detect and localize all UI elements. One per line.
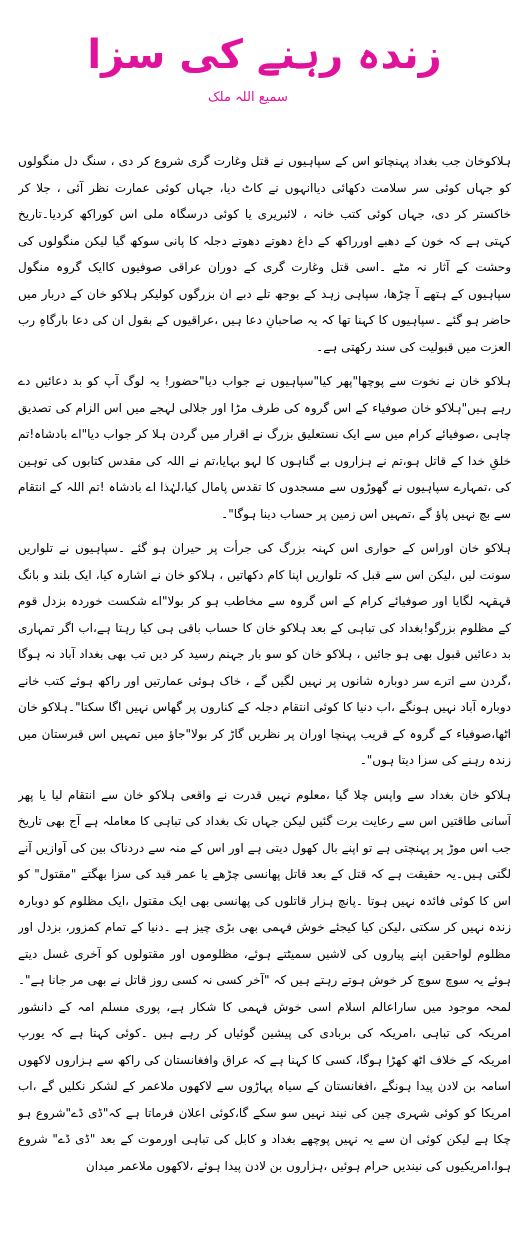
paragraph: ہلاکو خان اوراس کے حواری اس کہنہ بزرگ کی جرأت پر حیران ہو گئے ۔سپاہیوں نے تلواریں سونت لیں ،لیکن اس سے قبل کہ تلواریں اپنا کام دکھاتیں ، ہلاکو خان نے اشارہ کیا، ایک بلند و بانگ قہقہہ لگایا اور صوفیائے کرام کے اس گروہ سے مخاطب ہو کر بولا"اے شکست خوردہ بزدل قوم کے مظلوم بزرگو!بغداد کی تباہی کے بعد ہلاکو خان کا حساب باقی ہی کیا رہتا ہے،اب اگر تمہاری بد دعائیں قبول بھی ہو جائیں ، ہلاکو خان کو سو بار جہنم رسید کر دیں تب بھی بغداد آباد نہ ہوگا ،گردن سے اترے سر دوبارہ شانوں پر نہیں لگیں گے ، خاک ہوئی عمارتیں اور راکھ ہوئے کتب خانے دوبارہ آباد نہیں ہونگے ،اب دنیا کا کوئی انتقام دجلہ کے کناروں پر گھاس نہیں اگا سکتا"۔ہلاکو خان اٹھا،صوفیاء کے گروہ کے قریب پہنچا اوران پر نظریں گاڑ کر بولا"جاؤ میں تمہیں اس قبرستان میں زندہ رہنے کی سزا دیتا ہوں"۔ xyxy=(18,541,511,767)
paragraph: ہلاکو خان نے نخوت سے پوچھا"پھر کیا"سپاہیوں نے جواب دیا"حضور! یہ لوگ آپ کو بد دعائیں دے رہے ہیں"ہلاکو خان صوفیاء کے اس گروہ کی طرف مڑا اور جلالی لہجے میں اس الزام کی تصدیق چاہی ،صوفیائے کرام میں سے ایک نستعلیق بزرگ نے اقرار میں گردن ہلا کر جواب دیا"اے بادشاہ!تم خلقِ خدا کے قاتل ہو،تم نے ہزاروں بے گناہوں کا لہو بہایا،تم نے اللہ کی مقدس کتابوں کی توہین کی ،تمہارے سپاہیوں نے گھوڑوں سے مسجدوں کا تقدس پامال کیا،لہٰذا اے بادشاہ !تم اللہ کے انتقام سے بچ نہیں پاؤ گے ،تمہیں اس زمین پر حساب دینا ہوگا"۔ xyxy=(18,374,511,521)
article-body xyxy=(18,148,511,1252)
article-title: زندہ رہنے کی سزا xyxy=(87,32,442,78)
paragraph: ہلاکو خان بغداد سے واپس چلا گیا ،معلوم نہیں قدرت نے واقعی ہلاکو خان سے انتقام لیا یا پھر آسانی طاقتیں اس سے رعایت برت گئیں لیکن جہاں تک بغداد کی تباہی کا معاملہ ہے آج بھی تاریخ جب اس موڑ پر پہنچتی ہے تو اپنے بال کھول دیتی ہے اور اس کے منہ سے دردناک بین کی آوازیں آنے لگتی ہیں۔یہ حقیقت ہے کہ قتل کے بعد قاتل پھانسی چڑھے یا عمر قید کی سزا بھگتے "مقتول" کو اس کا کوئی فائدہ نہیں ہوتا ۔پانچ ہزار قاتلوں کی پھانسی بھی ایک مقتول ،ایک مظلوم کو دوبارہ زندہ نہیں کر سکتی ،لیکن کیا کیجئے خوش فہمی بھی بڑی چیز ہے ۔دنیا کے تمام کمزور، بزدل اور مظلوم لواحقین اپنے پیاروں کی لاشیں سمیٹتے ہوئے، مظلوموں اور مقتولوں کو آخری غسل دیتے ہوئے یہ سوچ سوچ کر خوش ہوتے رہتے ہیں کہ "آخر کسی نہ کسی روز قاتل نے بھی مر جانا ہے"۔لمحہ موجود میں ساراعالم اسلام اسی خوش فہمی کا شکار ہے، پوری مسلم امہ کے دانشور امریکہ کی تباہی ،امریکہ کی بربادی کی پیشین گوئیاں کر رہے ہیں ۔کوئی کہتا ہے کہ یورپ امریکہ کے خلاف اٹھ کھڑا ہوگا، کسی کا کہنا ہے کہ عراق وافغانستان کی راکھ سے ہزاروں لاکھوں اسامہ بن لادن پیدا ہونگے ،افغانستان کے سیاہ پہاڑوں سے لاکھوں ملاعمر کے لشکر نکلیں گے ،اب امریکا کو کوئی شہری چین کی نیند نہیں سو سکے گا،کوئی اعلان فرماتا ہے کہ"ڈی ڈے"شروع ہو چکا ہے لیکن کوئی ان سے یہ نہیں پوچھے بغداد و کابل کی تباہی اورموت کے بعد "ڈی ڈے" شروع ہوا،امریکیوں کی نیندیں حرام ہوئیں ،ہزاروں بن لادن پیدا ہوئے ،لاکھوں ملاعمر میدان xyxy=(18,787,511,1173)
author-name: سمیع اللہ ملک xyxy=(208,90,288,105)
paragraph: ہلاکوخان جب بغداد پہنچاتو اس کے سپاہیوں نے قتل وغارت گری شروع کر دی ، سنگ دل منگولوں کو جہاں کوئی سر سلامت دکھائی دیاانہوں نے کاٹ دیا، جہاں کوئی عمارت نظر آئی ، جلا کر خاکستر کر دی، جہاں کوئی کتب خانہ ، لائبریری یا کوئی درسگاہ ملی اس کوراکھ کردیا۔تاریخ کہتی ہے کہ خون کے دھبے اورراکھ کے داغ دھوتے دھوتے دجلہ کا پانی سوکھ گیا لیکن منگولوں کی وحشت کے آثار نہ مٹے ۔اسی قتل وغارت گری کے دوران عراقی صوفیوں کاایک گروہ منگول سپاہیوں کے ہتھے آ چڑھا، سپاہی زہد کے بوجھ تلے دبے ان بزرگوں کولیکر ہلاکو خان کے دربار میں حاضر ہو گئے ۔سپاہیوں کا کہنا تھا کہ یہ صاحبانِ دعا ہیں ،عراقیوں کے بقول ان کی دعا بارگاہِ رب العزت میں قبولیت کی سند رکھتی ہے۔ xyxy=(18,154,511,354)
